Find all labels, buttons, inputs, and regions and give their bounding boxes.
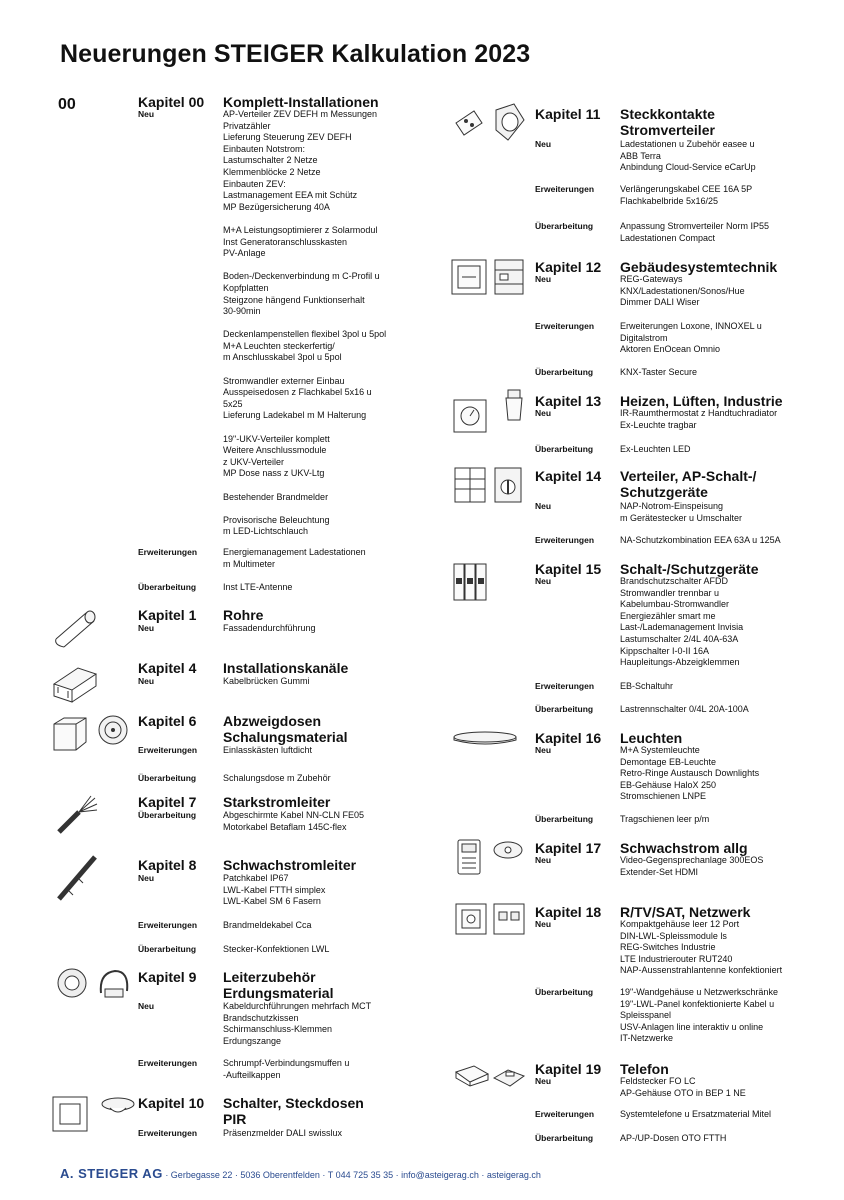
change-type-label: Neu (138, 676, 155, 686)
change-type-label: Neu (535, 139, 552, 149)
chapter-title: Schwachstrom allg (620, 840, 748, 856)
change-item: NAP-Notrom-Einspeisung (620, 501, 724, 511)
change-items (223, 676, 423, 688)
change-item: AP-/UP-Dosen OTO FTTH (620, 1133, 727, 1143)
change-item: Provisorische Beleuchtung (223, 514, 330, 525)
change-item: Ladestationen Compact (620, 232, 716, 243)
change-item: Inst Generatoranschlusskasten (223, 236, 348, 247)
change-items (620, 814, 820, 826)
change-type-label: Überarbeitung (535, 704, 594, 714)
change-item: Stecker-Konfektionen LWL (223, 944, 330, 954)
chapter-title: Telefon (620, 1061, 669, 1077)
change-item: Kompaktgehäuse leer 12 Port (620, 919, 740, 929)
junction-box-icon (50, 714, 90, 754)
change-type-label: Überarbeitung (535, 367, 594, 377)
change-items (223, 623, 423, 635)
footer (60, 1166, 541, 1181)
change-item: MP Bezügersicherung 40A (223, 201, 330, 212)
change-item: Klemmenblöcke 2 Netze (223, 166, 321, 177)
change-type-label: Neu (138, 623, 155, 633)
change-item: Schirmanschluss-Klemmen (223, 1024, 333, 1035)
change-item: Bestehender Brandmelder (223, 491, 329, 502)
change-item: Deckenlampenstellen flexibel 3pol u 5pol (223, 329, 387, 340)
change-item: Stromwandler trennbar u (620, 587, 720, 598)
power-cable-icon (55, 792, 99, 836)
page-title: Neuerungen STEIGER Kalkulation 2023 (60, 40, 531, 68)
change-item: Kopfplatten (223, 282, 269, 293)
ceiling-light-icon (452, 730, 518, 746)
change-item: Weitere Anschlussmodule (223, 445, 327, 456)
change-item: Schalungsdose m Zubehör (223, 773, 331, 783)
change-item: Ex-Leuchte tragbar (620, 419, 697, 430)
change-item: Inst LTE-Antenne (223, 582, 293, 592)
change-item: Lastumschalter 2 Netze (223, 155, 318, 166)
change-item: KNX/Ladestationen/Sonos/Hue (620, 285, 745, 296)
change-item: Feldstecker FO LC (620, 1076, 696, 1086)
change-item: Lastmanagement EEA mit Schütz (223, 190, 358, 201)
change-type-label: Neu (535, 274, 552, 284)
change-item: m Multimeter (223, 558, 276, 569)
change-item: Retro-Ringe Austausch Downlights (620, 768, 760, 779)
change-items (620, 987, 820, 1045)
change-item: M+A Leuchten steckerfertig/ (223, 340, 335, 351)
change-item: Anpassung Stromverteiler Norm IP55 (620, 221, 770, 231)
distribution-cabinet-icon (452, 465, 488, 505)
chapter-number: Kapitel 19 (535, 1061, 602, 1077)
change-items (620, 221, 820, 244)
change-items (223, 1001, 423, 1047)
change-item: Demontage EB-Leuchte (620, 756, 717, 767)
change-item: 19"-UKV-Verteiler komplett (223, 433, 330, 444)
chapter-number: Kapitel 4 (138, 660, 197, 676)
change-items (620, 855, 820, 878)
change-items (223, 810, 423, 833)
change-item: Video-Gegensprechanlage 300EOS (620, 855, 764, 865)
change-items (223, 920, 423, 932)
chapter-number: Kapitel 9 (138, 969, 197, 985)
change-type-label: Neu (535, 501, 552, 511)
tv-socket-icon (454, 902, 488, 936)
chapter-title: Leiterzubehör Erdungsmaterial (223, 969, 334, 1001)
change-item: DIN-LWL-Spleissmodule ls (620, 930, 727, 941)
change-item: Extender-Set HDMI (620, 866, 699, 877)
change-item: Haupleitungs-Abzeigklemmen (620, 657, 740, 668)
change-item: M+A Leistungsoptimierer z Solarmodul (223, 224, 378, 235)
change-item: Boden-/Deckenverbindung m C-Profil u (223, 271, 380, 282)
change-item: AP-Gehäuse OTO in BEP 1 NE (620, 1087, 746, 1098)
change-type-label: Neu (138, 873, 155, 883)
change-item: Lieferung Ladekabel m M Halterung (223, 410, 367, 421)
change-item: Kabelbrücken Gummi (223, 676, 310, 686)
chapter-number: Kapitel 13 (535, 393, 602, 409)
change-type-label: Neu (535, 576, 552, 586)
change-item: IT-Netzwerke (620, 1033, 674, 1044)
change-item: LTE Industrierouter RUT240 (620, 953, 733, 964)
patch-panel-icon (454, 1062, 490, 1088)
earthing-clamp-icon (95, 963, 133, 1003)
change-type-label: Erweiterungen (535, 321, 595, 331)
change-item: Ausspeisedosen z Flachkabel 5x16 u (223, 387, 372, 398)
change-item: Stromwandler externer Einbau (223, 375, 345, 386)
change-item: Motorkabel Betaflam 145C-flex (223, 821, 347, 832)
change-item: Digitalstrom (620, 332, 668, 343)
change-items (620, 1109, 820, 1121)
cable-duct-icon (50, 660, 100, 704)
chapter-title: Abzweigdosen Schalungsmaterial (223, 713, 348, 745)
change-item: MP Dose nass z UKV-Ltg (223, 468, 325, 479)
ex-lamp-icon (500, 388, 528, 424)
change-items (620, 444, 820, 456)
change-item: Einlasskästen luftdicht (223, 745, 313, 755)
change-items (620, 274, 820, 309)
change-type-label: Überarbeitung (535, 814, 594, 824)
change-items (620, 1133, 820, 1145)
change-item: z UKV-Verteiler (223, 456, 285, 467)
change-items (223, 745, 423, 757)
intercom-icon (455, 838, 483, 876)
change-type-label: Überarbeitung (535, 987, 594, 997)
change-item: Energiemanagement Ladestationen (223, 547, 366, 557)
change-item: Verlängerungskabel CEE 16A 5P (620, 184, 753, 194)
change-item: Kabelumbau-Stromwandler (620, 599, 730, 610)
smoke-detector-icon (492, 838, 524, 862)
change-item: Kabeldurchführungen mehrfach MCT (223, 1001, 372, 1011)
chapter-number: Kapitel 1 (138, 607, 197, 623)
change-type-label: Überarbeitung (138, 810, 197, 820)
chapter-title: Gebäudesystemtechnik (620, 259, 778, 275)
chapter-title: Heizen, Lüften, Industrie (620, 393, 783, 409)
change-items (223, 109, 423, 538)
rotary-switch-icon (492, 465, 524, 505)
change-item: REG-Gateways (620, 274, 683, 284)
motion-sensor-icon (100, 1094, 136, 1118)
change-items (223, 547, 423, 570)
chapter-title: Leuchten (620, 730, 683, 746)
change-item: Schrumpf-Verbindungsmuffen u (223, 1058, 350, 1068)
change-type-label: Neu (535, 855, 552, 865)
chapter-title: Steckkontakte Stromverteiler (620, 106, 715, 138)
change-item: 5x25 (223, 398, 243, 409)
change-item: Tragschienen leer p/m (620, 814, 710, 824)
change-item: Einbauten ZEV: (223, 178, 286, 189)
chapter-number: Kapitel 15 (535, 561, 602, 577)
chapter-title: Schwachstromleiter (223, 857, 357, 873)
change-item: Präsenzmelder DALI swisslux (223, 1128, 343, 1138)
chapter-title: Starkstromleiter (223, 794, 331, 810)
chapter-number: Kapitel 8 (138, 857, 197, 873)
change-item: REG-Switches Industrie (620, 942, 716, 953)
cee-socket-icon (490, 100, 530, 144)
network-socket-icon (492, 902, 526, 936)
change-type-label: Erweiterungen (535, 535, 595, 545)
cable-gland-icon (52, 963, 92, 1003)
change-item: Last-/Lademanagement Invisia (620, 622, 744, 633)
change-item: Einbauten Notstrom: (223, 143, 306, 154)
change-item: Brandmeldekabel Cca (223, 920, 312, 930)
chapter-title: R/TV/SAT, Netzwerk (620, 904, 751, 920)
change-item: 19"-LWL-Panel konfektionierte Kabel u (620, 998, 775, 1009)
chapter-number: Kapitel 18 (535, 904, 602, 920)
change-type-label: Erweiterungen (535, 1109, 595, 1119)
change-item: Systemtelefone u Ersatzmaterial Mitel (620, 1109, 772, 1119)
change-items (620, 919, 820, 977)
change-item: Brandschutzkissen (223, 1012, 299, 1023)
chapter-title: Komplett-Installationen (223, 94, 379, 110)
chapter-number: Kapitel 12 (535, 259, 602, 275)
change-items (223, 1058, 423, 1081)
conduit-pipe-icon (52, 605, 100, 649)
change-item: Kippschalter I-0-II 16A (620, 645, 710, 656)
change-item: m LED-Lichtschlauch (223, 526, 309, 537)
change-items (620, 184, 820, 207)
din-module-icon (492, 256, 526, 298)
section-marker: 00 (58, 96, 76, 113)
change-item: Fassadendurchführung (223, 623, 316, 633)
change-item: Abgeschirmte Kabel NN-CLN FE05 (223, 810, 365, 820)
change-item: KNX-Taster Secure (620, 367, 698, 377)
chapter-number: Kapitel 11 (535, 106, 601, 122)
change-item: Aktoren EnOcean Omnio (620, 344, 721, 355)
chapter-number: Kapitel 16 (535, 730, 602, 746)
change-items (223, 773, 423, 785)
footer-address: · Gerbegasse 22 · 5036 Oberentfelden · T 044 725 35 35 · info@asteigerag.ch · asteigerag.ch (162, 1170, 541, 1180)
change-item: Lastrennschalter 0/4L 20A-100A (620, 704, 749, 714)
telephone-icon (492, 1060, 526, 1088)
chapter-title: Schalt-/Schutzgeräte (620, 561, 759, 577)
change-type-label: Neu (535, 745, 552, 755)
change-items (620, 321, 820, 356)
change-item: -Aufteilkappen (223, 1069, 281, 1080)
change-item: Patchkabel IP67 (223, 873, 289, 883)
change-type-label: Neu (535, 1076, 552, 1086)
change-items (223, 944, 423, 956)
change-item: Steigzone hängend Funktionserhalt (223, 294, 365, 305)
change-items (620, 704, 820, 716)
change-items (620, 408, 820, 431)
change-items (620, 576, 820, 669)
change-item: 30-90min (223, 306, 261, 317)
change-type-label: Neu (138, 109, 155, 119)
knx-panel-icon (450, 258, 488, 296)
change-item: Ladestationen u Zubehör easee u (620, 139, 755, 149)
change-type-label: Erweiterungen (535, 184, 595, 194)
wall-switch-icon (50, 1094, 90, 1134)
circuit-breaker-icon (452, 560, 488, 604)
change-type-label: Erweiterungen (138, 745, 198, 755)
change-item: NA-Schutzkombination EEA 63A u 125A (620, 535, 781, 545)
change-item: IR-Raumthermostat z Handtuchradiator (620, 408, 778, 418)
change-type-label: Neu (535, 408, 552, 418)
change-item: LWL-Kabel SM 6 Fasern (223, 896, 321, 907)
change-items (620, 681, 820, 693)
change-item: LWL-Kabel FTTH simplex (223, 884, 326, 895)
change-item: Energiezähler smart me (620, 610, 716, 621)
change-type-label: Erweiterungen (535, 681, 595, 691)
change-item: Erweiterungen Loxone, INNOXEL u (620, 321, 762, 331)
change-type-label: Überarbeitung (138, 582, 197, 592)
change-item: Ex-Leuchten LED (620, 444, 691, 454)
footer-brand: A. STEIGER AG (60, 1166, 163, 1181)
change-type-label: Überarbeitung (535, 444, 594, 454)
change-type-label: Überarbeitung (535, 221, 594, 231)
low-voltage-cable-icon (55, 853, 99, 903)
chapter-title: Installationskanäle (223, 660, 349, 676)
change-type-label: Erweiterungen (138, 1128, 198, 1138)
chapter-title: Rohre (223, 607, 264, 623)
change-type-label: Neu (138, 1001, 155, 1011)
change-item: Flachkabelbride 5x16/25 (620, 195, 719, 206)
change-type-label: Überarbeitung (138, 944, 197, 954)
chapter-title: Verteiler, AP-Schalt-/ Schutzgeräte (620, 468, 757, 500)
chapter-number: Kapitel 14 (535, 468, 602, 484)
thermostat-icon (452, 398, 488, 434)
change-item: NAP-Aussenstrahlantenne konfektioniert (620, 965, 783, 976)
change-item: Anbindung Cloud-Service eCarUp (620, 162, 756, 173)
change-item: USV-Anlagen line interaktiv u online (620, 1021, 764, 1032)
change-items (223, 873, 423, 908)
change-type-label: Erweiterungen (138, 547, 198, 557)
change-items (223, 582, 423, 594)
change-type-label: Neu (535, 919, 552, 929)
change-item: Stromschienen LNPE (620, 791, 707, 802)
change-item: Dimmer DALI Wiser (620, 297, 700, 308)
chapter-number: Kapitel 00 (138, 94, 205, 110)
chapter-number: Kapitel 17 (535, 840, 602, 856)
change-items (620, 139, 820, 174)
change-item: Lieferung Steuerung ZEV DEFH (223, 132, 352, 143)
change-item: Brandschutzschalter AFDD (620, 576, 729, 586)
change-items (620, 535, 820, 547)
change-item: 19"-Wandgehäuse u Netzwerkschränke (620, 987, 778, 997)
chapter-number: Kapitel 10 (138, 1095, 205, 1111)
change-type-label: Erweiterungen (138, 1058, 198, 1068)
change-item: EB-Gehäuse HaloX 250 (620, 779, 717, 790)
chapter-title: Schalter, Steckdosen PIR (223, 1095, 364, 1127)
chapter-number: Kapitel 7 (138, 794, 197, 810)
change-item: m Anschlusskabel 3pol u 5pol (223, 352, 342, 363)
change-items (223, 1128, 423, 1140)
change-items (620, 1076, 820, 1099)
change-items (620, 367, 820, 379)
change-type-label: Überarbeitung (535, 1133, 594, 1143)
plug-icon (452, 105, 488, 143)
change-items (620, 501, 820, 524)
change-item: M+A Systemleuchte (620, 745, 700, 755)
change-item: Lastumschalter 2/4L 40A-63A (620, 633, 739, 644)
change-items (620, 745, 820, 803)
change-item: Spleisspanel (620, 1010, 672, 1021)
change-item: EB-Schaltuhr (620, 681, 674, 691)
change-item: Privatzähler (223, 120, 271, 131)
change-item: AP-Verteiler ZEV DEFH m Messungen (223, 109, 378, 119)
change-item: m Gerätestecker u Umschalter (620, 512, 743, 523)
change-type-label: Überarbeitung (138, 773, 197, 783)
change-item: PV-Anlage (223, 248, 266, 259)
change-item: ABB Terra (620, 150, 661, 161)
change-item: Erdungszange (223, 1035, 282, 1046)
flush-box-icon (95, 710, 131, 750)
change-type-label: Erweiterungen (138, 920, 198, 930)
chapter-number: Kapitel 6 (138, 713, 197, 729)
